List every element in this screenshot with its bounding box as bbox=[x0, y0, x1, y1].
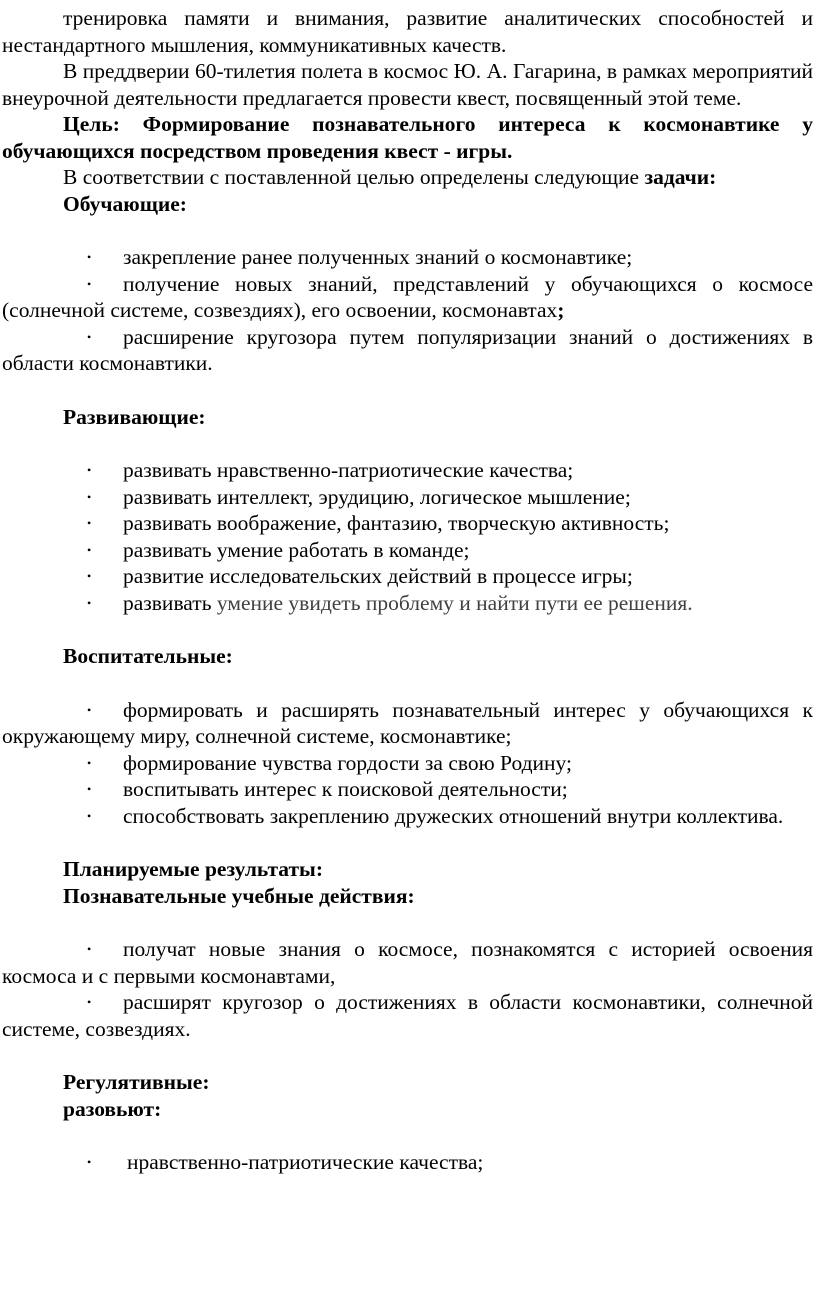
bullet-icon: • bbox=[87, 489, 92, 504]
list-item: • развивать умение увидеть проблему и найти пути ее решения. bbox=[87, 590, 693, 615]
list-item: • развитие исследовательских действий в процессе игры; bbox=[87, 564, 633, 588]
bullet-icon: • bbox=[87, 516, 92, 530]
bullet-icon: • bbox=[87, 250, 92, 264]
list-item: • развивать интеллект, эрудицию, логическое мышление; bbox=[87, 484, 631, 509]
document-page bbox=[0, 5, 816, 1290]
results-heading: Планируемые результаты: bbox=[63, 857, 324, 881]
upbringing-heading: Воспитательные: bbox=[63, 644, 233, 668]
list-item: • формирование чувства гордости за свою Родину; bbox=[87, 750, 573, 775]
bullet-icon: • bbox=[87, 542, 92, 557]
list-item: • развивать умение работать в команде; bbox=[87, 537, 470, 562]
teaching-heading: Обучающие: bbox=[63, 191, 187, 216]
list-item: • нравственно-патриотические качества; bbox=[87, 1150, 484, 1174]
list-item: • развивать воображение, фантазию, творческую активность; bbox=[87, 511, 670, 535]
bullet-icon: • bbox=[87, 995, 92, 1009]
regulatory-heading: Регулятивные: bbox=[63, 1070, 210, 1094]
list-item: • формировать и расширять познавательный интерес у обучающихся к окружающему миру, солнечной системе, космонавтике; bbox=[2, 697, 813, 748]
regulatory-subheading: разовьют: bbox=[63, 1096, 162, 1121]
tasks-line bbox=[2, 164, 813, 191]
tasks-word: задачи: bbox=[644, 165, 717, 189]
list-item: • расширят кругозор о достижениях в области космонавтики, солнечной системе, созвездиях. bbox=[2, 990, 813, 1041]
list-item: • получат новые знания о космосе, познакомятся с историей освоения космоса и с первыми космонавтами, bbox=[2, 937, 813, 988]
cognitive-heading: Познавательные учебные действия: bbox=[63, 883, 415, 908]
list-item: • воспитывать интерес к поисковой деятельности; bbox=[87, 777, 568, 801]
bullet-icon: • bbox=[87, 942, 92, 956]
goal-statement bbox=[2, 111, 813, 164]
bullet-icon: • bbox=[87, 1155, 92, 1169]
bullet-icon: • bbox=[87, 702, 92, 717]
developing-heading: Развивающие: bbox=[63, 404, 206, 429]
list-item: • получение новых знаний, представлений у обучающихся о космосе (солнечной системе, созвездиях), его освоении, космонавтах; bbox=[2, 271, 813, 322]
bullet-icon: • bbox=[87, 782, 92, 796]
bullet-icon: • bbox=[87, 329, 92, 344]
bullet-icon: • bbox=[87, 276, 92, 291]
intro-line: тренировка памяти и внимания, развитие аналитических способностей и нестандартного мышления, коммуникативных качеств. bbox=[2, 6, 813, 57]
tasks-prefix: В соответствии с поставленной целью определены следующие bbox=[63, 165, 645, 189]
list-item: • способствовать закреплению дружеских отношений внутри коллектива. bbox=[87, 803, 784, 828]
bullet-icon: • bbox=[87, 595, 92, 610]
list-item: • расширение кругозора путем популяризации знаний о достижениях в области космонавтики. bbox=[2, 324, 813, 375]
bullet-icon: • bbox=[87, 569, 92, 583]
goal-text: Цель: Формирование познавательного интереса к космонавтике у обучающихся посредством проведения квест - игры. bbox=[2, 112, 813, 163]
list-item: • развивать нравственно-патриотические качества; bbox=[87, 458, 574, 482]
bullet-icon: • bbox=[87, 463, 92, 477]
list-item: • закрепление ранее полученных знаний о космонавтике; bbox=[87, 245, 633, 269]
bullet-icon: • bbox=[87, 755, 92, 770]
intro-paragraph: В преддверии 60-тилетия полета в космос Ю. А. Гагарина, в рамках мероприятий внеурочной деятельности предлагается провести квест, посвященный этой теме. bbox=[2, 59, 813, 110]
bullet-icon: • bbox=[87, 808, 92, 823]
